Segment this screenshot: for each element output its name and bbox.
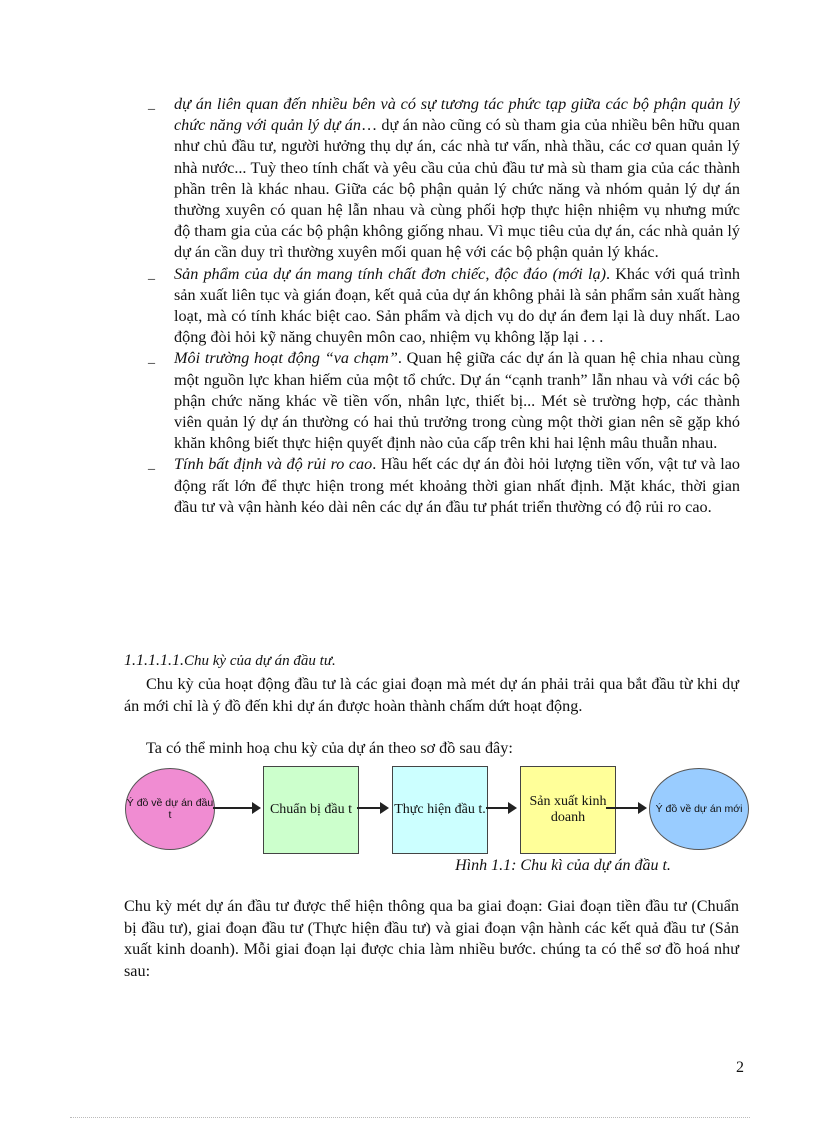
characteristics-list [148, 94, 740, 518]
section-title: Chu kỳ của dự án đầu tư. [184, 653, 336, 669]
bullet-marker: _ [148, 97, 155, 112]
start-idea-node: Ý đồ về dự án đầu t [125, 768, 215, 850]
footer-divider [70, 1117, 750, 1118]
production-business-stage: Sản xuất kinh doanh [520, 766, 616, 854]
list-item [148, 94, 740, 264]
section-number: 1.1.1.1.1. [124, 652, 184, 669]
execute-investment-stage: Thực hiện đầu t. [392, 766, 488, 854]
figure-caption: Hình 1.1: Chu kì của dự án đầu t. [455, 857, 671, 874]
project-cycle-diagram [0, 760, 816, 860]
paragraph-phases: Chu kỳ mét dự án đầu tư được thể hiện thông qua ba giai đoạn: Giai đoạn tiền đầu tư (Chuẩn bị đầu tư), giai đoạn đầu tư (Thực hiện đầu tư) và giai đoạn vận hành các kết quả đầu tư (Sản xuất kinh doanh). Mỗi giai đoạn lại được chia làm nhiều bước. chúng ta có thể sơ đồ hoá như sau: [124, 897, 739, 980]
bullet-lead-text: Tính bất định và độ rủi ro cao [174, 455, 373, 474]
new-project-idea-node: Ý đồ về dự án mới [649, 768, 749, 850]
page-number: 2 [736, 1059, 744, 1076]
paragraph-cycle-definition: Chu kỳ của hoạt động đầu tư là các giai đoạn mà mét dự án phải trải qua bắt đầu từ khi dự án mới chỉ là ý đồ đến khi dự án được hoàn thành chấm dứt hoạt động. [124, 675, 739, 715]
bullet-marker: _ [148, 351, 155, 367]
bullet-marker: _ [148, 457, 155, 473]
section-heading [124, 652, 336, 670]
arrow-icon [606, 807, 645, 809]
paragraph-illustrate: Ta có thể minh hoạ chu kỳ của dự án theo sơ đồ sau đây: [146, 739, 513, 757]
bullet-body-text: . Quan hệ giữa các dự án là quan hệ chia nhau cùng một nguồn lực khan hiếm của một tổ chức. Dự án “cạnh tranh” lẫn nhau và với các bộ phận chức năng khác về tiền vốn, nhân lực, thiết bị... Mét sè trường hợp, các thành viên quản lý dự án thường có hai thủ trưởng trong cùng một thời gian nên sẽ gặp khó khăn không biết thực hiện quyết định nào của cấp trên khi hai lệnh mâu thuẫn nhau. [174, 349, 740, 453]
bullet-body-text: . Khác với quá trình sản xuất liên tục và gián đoạn, kết quả của dự án không phải là sản phẩm sản xuất hàng loạt, mà có tính khác biệt cao. Sản phẩm và dịch vụ do dự án đem lại là duy nhất. Lao động đòi hỏi kỹ năng chuyên môn cao, nhiệm vụ không lặp lại . . . [174, 264, 741, 347]
list-item [148, 454, 740, 518]
list-item [148, 264, 740, 349]
arrow-icon [357, 807, 387, 809]
arrow-icon [486, 807, 515, 809]
arrow-icon [213, 807, 259, 809]
bullet-lead-text: dự án liên quan đến nhiều bên và có sự tương tác phức tạp giữa các bộ phận quản lý chức năng với quản lý dự án [174, 95, 740, 135]
bullet-marker: _ [148, 266, 155, 282]
bullet-lead-text: Môi trường hoạt động “va chạm” [174, 349, 398, 368]
list-item [148, 348, 740, 454]
bullet-body-text: . Hầu hết các dự án đòi hỏi lượng tiền vốn, vật tư và lao động rất lớn để thực hiện trong mét khoảng thời gian nhất định. Mặt khác, thời gian đầu tư và vận hành kéo dài nên các dự án đầu tư phát triển thường có độ rủi ro cao. [174, 455, 740, 516]
bullet-body-text: … dự án nào cũng có sù tham gia của nhiều bên hữu quan như chủ đầu tư, người hưởng thụ dự án, các nhà tư vấn, nhà thầu, các cơ quan quản lý nhà nước... Tuỳ theo tính chất và yêu cầu của chủ đầu tư mà sù tham gia của các thành phần trên là khác nhau. Giữa các bộ phận quản lý chức năng và nhóm quản lý dự án thường xuyên có quan hệ lẫn nhau và cùng phối hợp thực hiện nhiệm vụ nhưng mức độ tham gia của các bộ phận không giống nhau. Vì mục tiêu của dự án, các nhà quản lý dự án cần duy trì thường xuyên mối quan hệ với các bộ phận quản lý khác. [174, 116, 740, 262]
bullet-lead-text: Sản phẩm của dự án mang tính chất đơn chiếc, độc đáo (mới lạ) [174, 264, 606, 283]
prepare-investment-stage: Chuẩn bị đầu t [263, 766, 359, 854]
